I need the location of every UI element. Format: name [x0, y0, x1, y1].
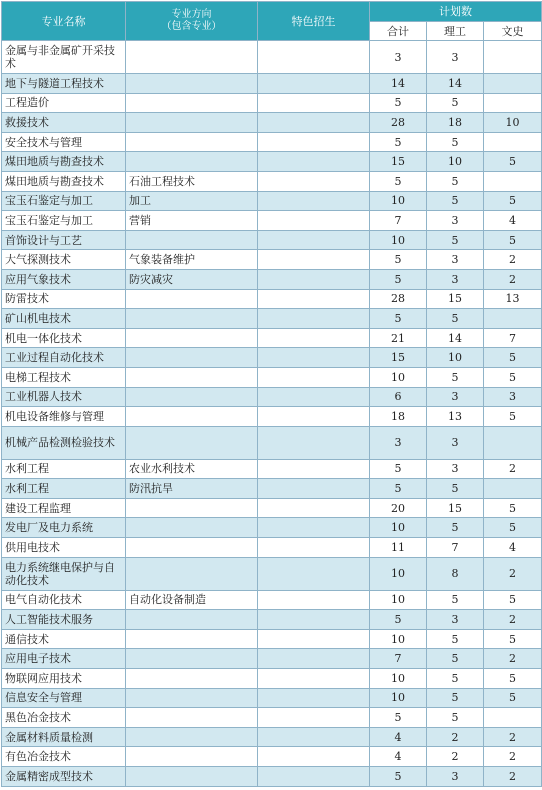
cell-arts: 5 [484, 590, 542, 610]
table-row [2, 688, 542, 708]
cell-direction [126, 328, 258, 348]
cell-arts [484, 93, 542, 113]
cell-major: 通信技术 [2, 629, 126, 649]
cell-science: 5 [427, 367, 484, 387]
table-row [2, 669, 542, 689]
cell-major: 水利工程 [2, 479, 126, 499]
cell-major: 工程造价 [2, 93, 126, 113]
cell-special [258, 367, 370, 387]
table-row [2, 250, 542, 270]
cell-special [258, 152, 370, 172]
cell-arts: 2 [484, 557, 542, 590]
table-row [2, 348, 542, 368]
cell-science: 5 [427, 669, 484, 689]
table-row [2, 498, 542, 518]
table-row [2, 211, 542, 231]
cell-arts: 2 [484, 747, 542, 767]
cell-science: 5 [427, 230, 484, 250]
table-row [2, 767, 542, 787]
cell-direction [126, 41, 258, 74]
cell-science: 5 [427, 309, 484, 329]
cell-science: 14 [427, 74, 484, 94]
cell-arts: 5 [484, 629, 542, 649]
cell-total: 5 [370, 459, 427, 479]
cell-total: 28 [370, 289, 427, 309]
cell-total: 20 [370, 498, 427, 518]
cell-science: 5 [427, 132, 484, 152]
cell-special [258, 590, 370, 610]
cell-total: 18 [370, 407, 427, 427]
header-direction-subtitle: （包含专业） [161, 21, 222, 32]
cell-arts: 4 [484, 211, 542, 231]
header-science: 理工 [427, 22, 484, 41]
table-row [2, 747, 542, 767]
cell-arts: 5 [484, 348, 542, 368]
cell-arts: 2 [484, 250, 542, 270]
cell-direction: 石油工程技术 [126, 171, 258, 191]
cell-science: 5 [427, 708, 484, 728]
cell-science: 3 [427, 250, 484, 270]
cell-science: 5 [427, 590, 484, 610]
cell-arts: 10 [484, 113, 542, 133]
cell-arts: 5 [484, 518, 542, 538]
cell-arts [484, 309, 542, 329]
cell-direction: 防汛抗旱 [126, 479, 258, 499]
cell-major: 水利工程 [2, 459, 126, 479]
cell-special [258, 610, 370, 630]
cell-major: 信息安全与管理 [2, 688, 126, 708]
cell-arts: 5 [484, 669, 542, 689]
cell-direction [126, 727, 258, 747]
header-arts: 文史 [484, 22, 542, 41]
cell-science: 3 [427, 767, 484, 787]
cell-special [258, 479, 370, 499]
cell-total: 4 [370, 747, 427, 767]
cell-special [258, 230, 370, 250]
cell-direction: 自动化设备制造 [126, 590, 258, 610]
cell-arts: 2 [484, 767, 542, 787]
cell-special [258, 41, 370, 74]
header-direction-title: 专业方向 [171, 9, 212, 20]
cell-special [258, 328, 370, 348]
cell-total: 15 [370, 348, 427, 368]
cell-arts [484, 479, 542, 499]
header-major: 专业名称 [2, 2, 126, 41]
cell-arts: 2 [484, 610, 542, 630]
cell-science: 5 [427, 649, 484, 669]
cell-total: 5 [370, 479, 427, 499]
cell-major: 发电厂及电力系统 [2, 518, 126, 538]
cell-total: 5 [370, 132, 427, 152]
cell-science: 5 [427, 93, 484, 113]
cell-arts [484, 74, 542, 94]
cell-total: 5 [370, 171, 427, 191]
cell-major: 应用电子技术 [2, 649, 126, 669]
cell-science: 18 [427, 113, 484, 133]
cell-arts [484, 708, 542, 728]
table-row [2, 74, 542, 94]
table-row [2, 610, 542, 630]
cell-total: 15 [370, 152, 427, 172]
enrollment-plan-table [1, 1, 542, 787]
cell-arts: 5 [484, 230, 542, 250]
cell-direction [126, 767, 258, 787]
cell-direction [126, 367, 258, 387]
cell-special [258, 132, 370, 152]
cell-science: 3 [427, 459, 484, 479]
cell-total: 5 [370, 93, 427, 113]
cell-major: 金属与非金属矿开采技术 [2, 41, 126, 74]
cell-major: 煤田地质与勘查技术 [2, 152, 126, 172]
cell-total: 11 [370, 538, 427, 558]
table-row [2, 518, 542, 538]
cell-total: 5 [370, 250, 427, 270]
cell-direction [126, 538, 258, 558]
cell-major: 工业过程自动化技术 [2, 348, 126, 368]
table-row [2, 113, 542, 133]
cell-arts: 3 [484, 387, 542, 407]
cell-major: 煤田地质与勘查技术 [2, 171, 126, 191]
cell-science: 5 [427, 688, 484, 708]
cell-special [258, 74, 370, 94]
cell-major: 电梯工程技术 [2, 367, 126, 387]
cell-special [258, 688, 370, 708]
cell-total: 5 [370, 610, 427, 630]
cell-arts: 7 [484, 328, 542, 348]
table-row [2, 649, 542, 669]
cell-science: 5 [427, 479, 484, 499]
cell-special [258, 309, 370, 329]
table-row [2, 309, 542, 329]
table-header [2, 2, 542, 41]
table-row [2, 152, 542, 172]
cell-science: 2 [427, 727, 484, 747]
table-row [2, 328, 542, 348]
cell-major: 物联网应用技术 [2, 669, 126, 689]
cell-major: 地下与隧道工程技术 [2, 74, 126, 94]
cell-arts [484, 41, 542, 74]
cell-arts: 13 [484, 289, 542, 309]
cell-science: 2 [427, 747, 484, 767]
cell-direction: 加工 [126, 191, 258, 211]
cell-arts: 4 [484, 538, 542, 558]
cell-major: 防雷技术 [2, 289, 126, 309]
cell-major: 金属精密成型技术 [2, 767, 126, 787]
cell-science: 5 [427, 518, 484, 538]
cell-direction [126, 348, 258, 368]
cell-total: 10 [370, 590, 427, 610]
cell-science: 3 [427, 269, 484, 289]
cell-total: 5 [370, 309, 427, 329]
cell-special [258, 557, 370, 590]
table-row [2, 557, 542, 590]
cell-arts: 5 [484, 498, 542, 518]
cell-arts: 5 [484, 688, 542, 708]
cell-total: 5 [370, 269, 427, 289]
cell-total: 10 [370, 557, 427, 590]
table-row [2, 230, 542, 250]
cell-direction [126, 387, 258, 407]
cell-direction [126, 688, 258, 708]
cell-direction [126, 132, 258, 152]
cell-total: 10 [370, 669, 427, 689]
cell-major: 电气自动化技术 [2, 590, 126, 610]
cell-major: 建设工程监理 [2, 498, 126, 518]
cell-special [258, 407, 370, 427]
cell-direction [126, 498, 258, 518]
cell-direction [126, 152, 258, 172]
cell-arts: 2 [484, 459, 542, 479]
cell-total: 14 [370, 74, 427, 94]
cell-science: 5 [427, 171, 484, 191]
cell-arts: 2 [484, 727, 542, 747]
cell-major: 有色冶金技术 [2, 747, 126, 767]
cell-special [258, 93, 370, 113]
cell-major: 救援技术 [2, 113, 126, 133]
cell-arts: 5 [484, 191, 542, 211]
cell-direction [126, 289, 258, 309]
cell-special [258, 387, 370, 407]
cell-major: 宝玉石鉴定与加工 [2, 191, 126, 211]
cell-direction [126, 113, 258, 133]
cell-major: 大气探测技术 [2, 250, 126, 270]
table-row [2, 93, 542, 113]
cell-total: 21 [370, 328, 427, 348]
cell-special [258, 113, 370, 133]
cell-science: 8 [427, 557, 484, 590]
cell-total: 7 [370, 649, 427, 669]
table-row [2, 538, 542, 558]
cell-special [258, 629, 370, 649]
cell-direction [126, 669, 258, 689]
cell-total: 3 [370, 41, 427, 74]
cell-special [258, 649, 370, 669]
cell-direction [126, 629, 258, 649]
cell-arts: 5 [484, 367, 542, 387]
cell-direction [126, 309, 258, 329]
cell-arts: 5 [484, 407, 542, 427]
cell-direction [126, 93, 258, 113]
cell-science: 3 [427, 426, 484, 459]
cell-major: 供用电技术 [2, 538, 126, 558]
cell-special [258, 289, 370, 309]
cell-arts: 2 [484, 269, 542, 289]
cell-direction [126, 518, 258, 538]
cell-direction [126, 649, 258, 669]
cell-arts [484, 171, 542, 191]
cell-arts: 5 [484, 152, 542, 172]
cell-science: 15 [427, 289, 484, 309]
cell-arts: 2 [484, 649, 542, 669]
cell-major: 人工智能技术服务 [2, 610, 126, 630]
cell-special [258, 498, 370, 518]
cell-total: 10 [370, 191, 427, 211]
cell-special [258, 171, 370, 191]
cell-major: 机电一体化技术 [2, 328, 126, 348]
cell-major: 宝玉石鉴定与加工 [2, 211, 126, 231]
cell-direction: 防灾减灾 [126, 269, 258, 289]
cell-science: 3 [427, 41, 484, 74]
cell-special [258, 250, 370, 270]
cell-total: 10 [370, 367, 427, 387]
table-row [2, 289, 542, 309]
cell-major: 安全技术与管理 [2, 132, 126, 152]
cell-major: 应用气象技术 [2, 269, 126, 289]
table-row [2, 479, 542, 499]
cell-science: 15 [427, 498, 484, 518]
cell-total: 10 [370, 688, 427, 708]
cell-special [258, 538, 370, 558]
table-row [2, 191, 542, 211]
cell-major: 首饰设计与工艺 [2, 230, 126, 250]
cell-major: 矿山机电技术 [2, 309, 126, 329]
cell-direction [126, 407, 258, 427]
cell-major: 机电设备维修与管理 [2, 407, 126, 427]
cell-major: 黑色冶金技术 [2, 708, 126, 728]
cell-total: 3 [370, 426, 427, 459]
cell-total: 4 [370, 727, 427, 747]
cell-direction [126, 610, 258, 630]
cell-special [258, 727, 370, 747]
cell-science: 3 [427, 610, 484, 630]
cell-direction: 气象装备维护 [126, 250, 258, 270]
cell-direction [126, 557, 258, 590]
table-row [2, 269, 542, 289]
table-row [2, 590, 542, 610]
cell-arts [484, 426, 542, 459]
cell-total: 5 [370, 708, 427, 728]
cell-direction [126, 230, 258, 250]
table-row [2, 407, 542, 427]
cell-special [258, 708, 370, 728]
header-direction [126, 2, 258, 41]
cell-science: 5 [427, 629, 484, 649]
cell-special [258, 518, 370, 538]
cell-total: 6 [370, 387, 427, 407]
table-row [2, 727, 542, 747]
cell-special [258, 211, 370, 231]
cell-science: 3 [427, 387, 484, 407]
cell-major: 金属材料质量检测 [2, 727, 126, 747]
cell-science: 14 [427, 328, 484, 348]
header-plan: 计划数 [370, 2, 542, 22]
cell-total: 10 [370, 518, 427, 538]
table-row [2, 132, 542, 152]
cell-direction: 营销 [126, 211, 258, 231]
cell-special [258, 767, 370, 787]
cell-science: 3 [427, 211, 484, 231]
cell-total: 10 [370, 629, 427, 649]
cell-special [258, 669, 370, 689]
cell-special [258, 348, 370, 368]
cell-science: 13 [427, 407, 484, 427]
header-special: 特色招生 [258, 2, 370, 41]
table-row [2, 426, 542, 459]
cell-science: 7 [427, 538, 484, 558]
cell-special [258, 269, 370, 289]
table-row [2, 459, 542, 479]
cell-science: 5 [427, 191, 484, 211]
cell-total: 7 [370, 211, 427, 231]
cell-special [258, 191, 370, 211]
header-total: 合计 [370, 22, 427, 41]
cell-major: 机械产品检测检验技术 [2, 426, 126, 459]
table-row [2, 367, 542, 387]
cell-special [258, 459, 370, 479]
cell-science: 10 [427, 348, 484, 368]
table-row [2, 171, 542, 191]
table-row [2, 41, 542, 74]
enrollment-plan-table-container [1, 1, 541, 787]
cell-arts [484, 132, 542, 152]
cell-total: 28 [370, 113, 427, 133]
cell-special [258, 747, 370, 767]
cell-science: 10 [427, 152, 484, 172]
cell-major: 工业机器人技术 [2, 387, 126, 407]
cell-total: 10 [370, 230, 427, 250]
cell-special [258, 426, 370, 459]
table-body [2, 41, 542, 787]
cell-direction [126, 74, 258, 94]
table-row [2, 708, 542, 728]
table-row [2, 629, 542, 649]
cell-major: 电力系统继电保护与自动化技术 [2, 557, 126, 590]
cell-direction: 农业水利技术 [126, 459, 258, 479]
table-row [2, 387, 542, 407]
cell-direction [126, 747, 258, 767]
cell-total: 5 [370, 767, 427, 787]
cell-direction [126, 426, 258, 459]
cell-direction [126, 708, 258, 728]
